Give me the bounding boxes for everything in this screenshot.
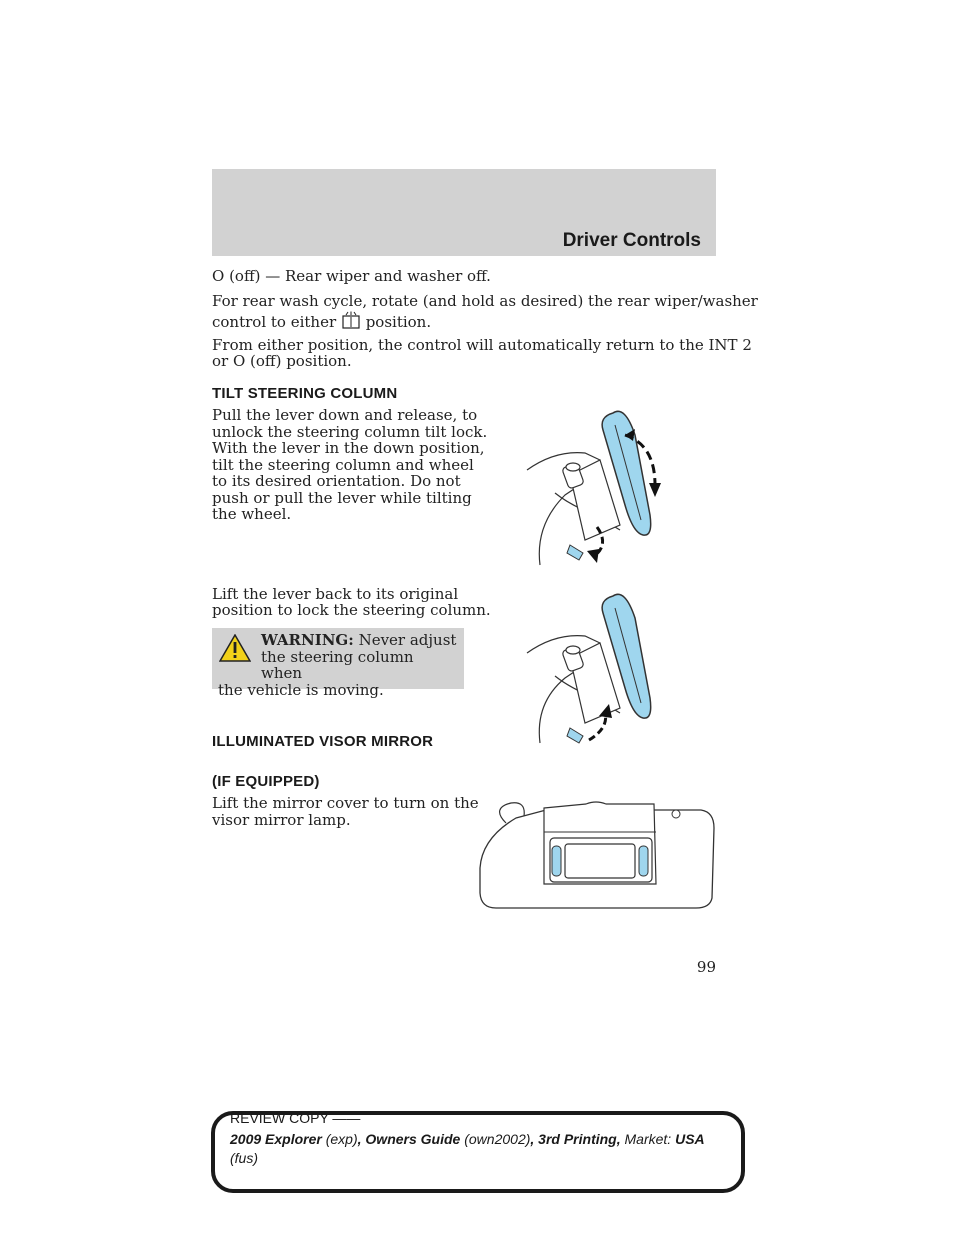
warning-label: WARNING: bbox=[261, 631, 354, 649]
tilt-line: Pull the lever down and release, to bbox=[212, 406, 478, 424]
para-rearwash-text-a: control to either bbox=[212, 313, 337, 331]
visor-line: Lift the mirror cover to turn on the bbox=[212, 794, 479, 812]
footer-review: REVIEW COPY —— bbox=[230, 1110, 361, 1126]
footer-guide: , Owners Guide bbox=[357, 1131, 461, 1147]
tilt-line: push or pull the lever while tilting bbox=[212, 488, 472, 507]
para-return-line2: or O (off) position. bbox=[212, 352, 352, 370]
footer-model: 2009 Explorer bbox=[230, 1131, 322, 1147]
footer-guide-code: (own2002) bbox=[464, 1131, 531, 1147]
para-rearwash-line2 bbox=[212, 311, 431, 333]
para-rearwash-line1: For rear wash cycle, rotate (and hold as desired) the rear wiper/washer bbox=[212, 292, 758, 310]
footer-printing: , 3rd Printing, bbox=[530, 1131, 621, 1147]
footer-model-code: (exp) bbox=[325, 1131, 358, 1147]
warning-line1: Never adjust bbox=[358, 631, 457, 649]
steering-tilt-unlock-illustration bbox=[525, 405, 665, 570]
tilt-line: unlock the steering column tilt lock. bbox=[212, 422, 488, 441]
tilt-line: With the lever in the down position, bbox=[212, 439, 485, 457]
footer-market: USA bbox=[675, 1131, 705, 1147]
footer-market-label: Market: bbox=[624, 1131, 672, 1147]
footer-model-line bbox=[230, 1131, 705, 1147]
warning-box bbox=[212, 628, 464, 699]
para-off: O (off) — Rear wiper and washer off. bbox=[212, 267, 491, 285]
visor-subheading: (IF EQUIPPED) bbox=[212, 773, 320, 790]
warning-text bbox=[218, 632, 458, 698]
para-rearwash-text-b: position. bbox=[365, 313, 432, 331]
visor-heading: ILLUMINATED VISOR MIRROR bbox=[212, 733, 434, 750]
warning-line2: the steering column when bbox=[261, 647, 414, 682]
warning-line3: the vehicle is moving. bbox=[218, 680, 384, 699]
steering-tilt-lock-illustration bbox=[525, 588, 665, 748]
visor-mirror-illustration bbox=[476, 798, 718, 912]
rear-washer-icon bbox=[341, 311, 361, 333]
tilt-line: tilt the steering column and wheel bbox=[212, 455, 474, 474]
tilt-heading: TILT STEERING COLUMN bbox=[212, 385, 398, 402]
visor-line: visor mirror lamp. bbox=[212, 811, 351, 829]
tilt-line: the wheel. bbox=[212, 505, 292, 523]
header-band bbox=[212, 169, 716, 256]
para-return-line1: From either position, the control will automatically return to the INT 2 bbox=[212, 336, 752, 354]
footer-market-code: (fus) bbox=[230, 1150, 258, 1166]
lock-line: position to lock the steering column. bbox=[212, 601, 491, 619]
lock-line: Lift the lever back to its original bbox=[212, 585, 459, 603]
tilt-line: to its desired orientation. Do not bbox=[212, 472, 461, 490]
page-title: Driver Controls bbox=[562, 230, 701, 251]
page-number: 99 bbox=[696, 958, 716, 976]
